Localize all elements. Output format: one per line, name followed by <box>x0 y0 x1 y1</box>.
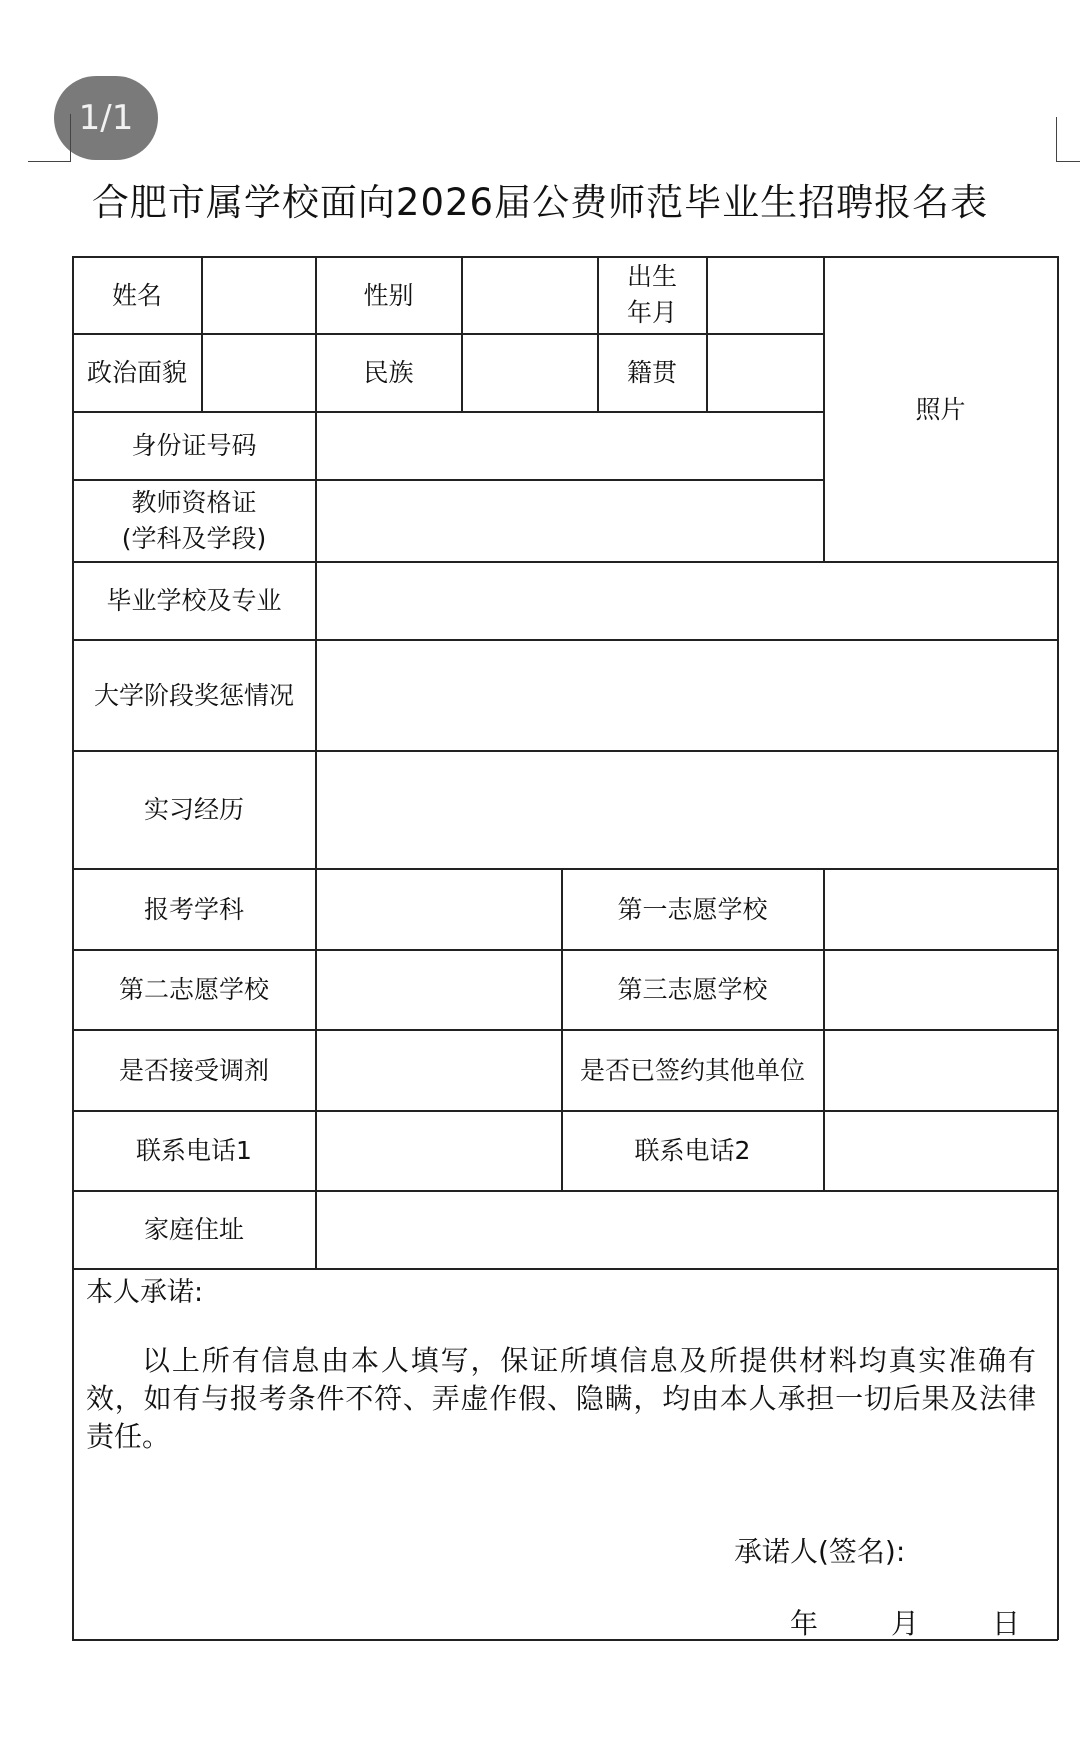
label-native-place: 籍贯 <box>626 358 677 387</box>
label-teacher-cert <box>73 480 315 561</box>
label-name: 姓名 <box>111 280 162 310</box>
date-year: 年 <box>790 1607 819 1640</box>
date-month: 月 <box>891 1607 920 1640</box>
label-phone2: 联系电话2 <box>634 1136 751 1165</box>
label-graduate-school: 毕业学校及专业 <box>106 586 282 615</box>
id-number-field[interactable] <box>316 412 823 479</box>
label-teacher-cert-line1: 教师资格证 <box>131 487 257 517</box>
label-signed-other: 是否已签约其他单位 <box>579 1055 805 1085</box>
gender-field[interactable] <box>462 257 597 333</box>
label-second-choice: 第二志愿学校 <box>118 975 269 1004</box>
label-political-status: 政治面貌 <box>86 358 187 387</box>
second-choice-field[interactable] <box>316 950 561 1029</box>
internship-field[interactable] <box>316 751 1057 868</box>
pledge-signer: 承诺人(签名): <box>734 1535 906 1568</box>
photo-box[interactable] <box>824 257 1057 561</box>
label-address: 家庭住址 <box>143 1215 244 1244</box>
label-photo: 照片 <box>915 394 966 424</box>
accept-adjustment-field[interactable] <box>316 1030 561 1110</box>
ethnicity-field[interactable] <box>462 334 597 411</box>
label-id-number: 身份证号码 <box>131 431 257 460</box>
awards-field[interactable] <box>316 640 1057 750</box>
label-birth-line2: 年月 <box>626 298 677 327</box>
phone1-field[interactable] <box>316 1111 561 1190</box>
form-title: 合肥市属学校面向2026届公费师范毕业生招聘报名表 <box>91 181 989 224</box>
phone2-field[interactable] <box>824 1111 1057 1190</box>
pledge-heading: 本人承诺: <box>86 1277 204 1308</box>
label-birth-line1: 出生 <box>626 262 677 291</box>
label-teacher-cert-line2: (学科及学段) <box>121 523 267 553</box>
political-status-field[interactable] <box>202 334 315 411</box>
label-birth-date <box>598 257 706 333</box>
subject-field[interactable] <box>316 869 561 949</box>
birth-date-field[interactable] <box>707 257 823 333</box>
address-field[interactable] <box>316 1191 1057 1268</box>
name-field[interactable] <box>202 257 315 333</box>
label-first-choice: 第一志愿学校 <box>617 894 768 924</box>
label-phone1: 联系电话1 <box>136 1136 252 1165</box>
signed-other-field[interactable] <box>824 1030 1057 1110</box>
label-accept-adjustment: 是否接受调剂 <box>118 1055 269 1085</box>
page-indicator: 1/1 <box>54 76 158 160</box>
crop-mark-left <box>28 114 71 162</box>
graduate-school-field[interactable] <box>316 562 1057 639</box>
pledge-text: 以上所有信息由本人填写，保证所填信息及所提供材料均真实准确有效，如有与报考条件不符、弄虚作假、隐瞒，均由本人承担一切后果及法律责任。 <box>86 1344 1036 1453</box>
label-awards: 大学阶段奖惩情况 <box>93 680 294 710</box>
native-place-field[interactable] <box>707 334 823 411</box>
teacher-cert-field[interactable] <box>316 480 823 561</box>
first-choice-field[interactable] <box>824 869 1057 949</box>
label-internship: 实习经历 <box>143 795 244 824</box>
label-subject: 报考学科 <box>143 894 244 924</box>
crop-mark-right <box>1056 117 1080 162</box>
label-gender: 性别 <box>363 280 414 310</box>
label-third-choice: 第三志愿学校 <box>617 975 768 1004</box>
label-ethnicity: 民族 <box>363 358 414 387</box>
third-choice-field[interactable] <box>824 950 1057 1029</box>
date-day: 日 <box>992 1607 1021 1640</box>
